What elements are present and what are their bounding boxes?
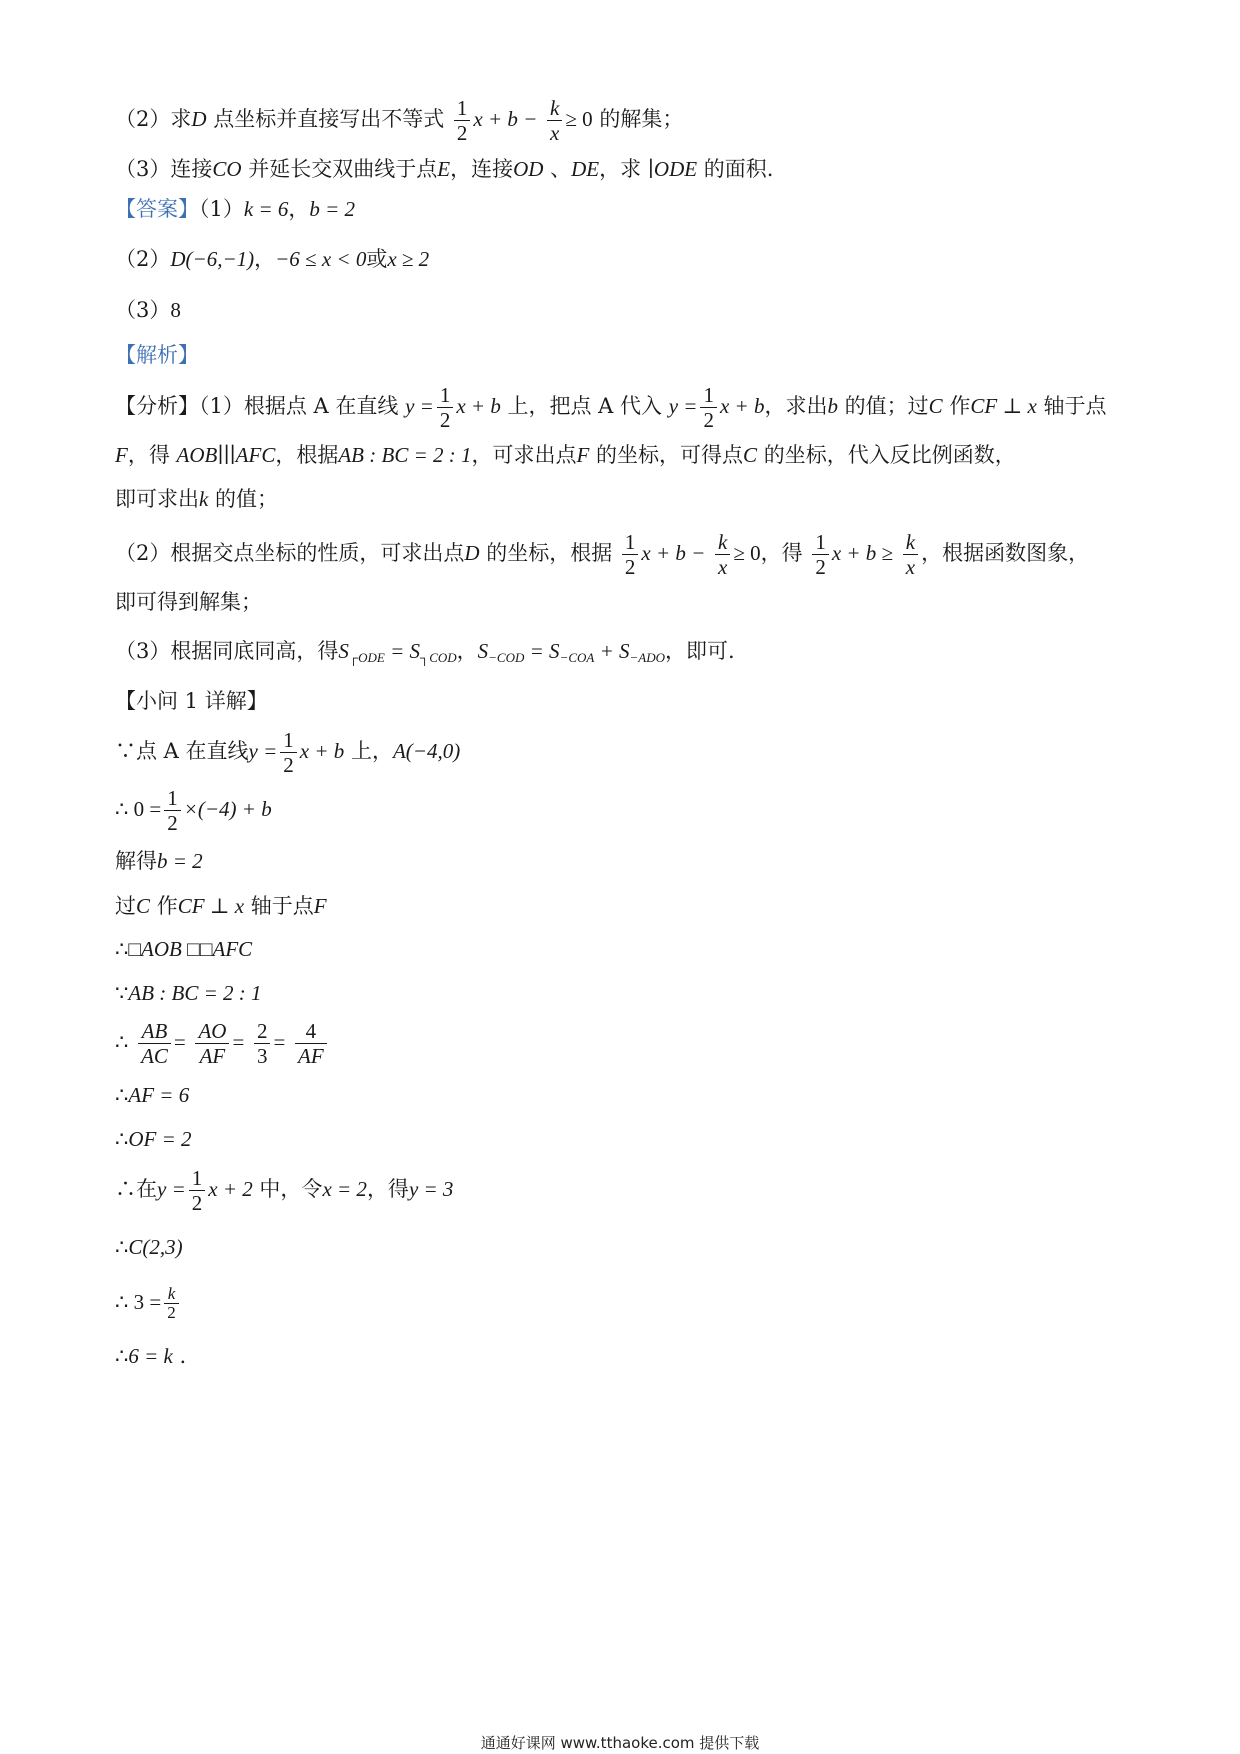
detail-step-10: ∴在y = $\frac{1}{2}$ x + 2 中，令x = 2，得y = 3 xyxy=(115,1166,454,1215)
fraction: $\frac{k}{x}$ xyxy=(715,530,730,579)
fraction: $\frac{1}{2}$ xyxy=(189,1166,206,1215)
detail-step-12: ∴ 3 = $\frac{k}{2}$ xyxy=(115,1282,1140,1322)
fenxi-para-3: （3）根据同底同高，得$S_{┌ODE} = S_{┐COD}$，$S_{-COD} = S_{-COA} + S_{-ADO}$，即可. xyxy=(115,639,735,665)
detail-step-3: 解得b = 2 xyxy=(115,849,203,873)
fraction: $\frac{1}{2}$ xyxy=(622,530,639,579)
answer-tag: 【答案】 xyxy=(115,197,199,221)
answer-line-1: 【答案】（1）k = 6，b = 2 xyxy=(115,197,356,221)
fraction: $\frac{4}{AF}$ xyxy=(295,1019,327,1068)
detail-step-2: ∴ 0 = $\frac{1}{2}$ ×(−4) + b xyxy=(115,786,272,835)
fraction: $\frac{AB}{AC}$ xyxy=(138,1019,171,1068)
fenxi-line-3: 即可求出k 的值； xyxy=(115,487,279,511)
detail-tag: 【小问 1 详解】 xyxy=(115,689,268,713)
detail-step-5: ∴□AOB □□AFC xyxy=(115,937,253,961)
answer-line-2: （2）D(−6,−1)，−6 ≤ x < 0或x ≥ 2 xyxy=(115,247,430,271)
fenxi-line-1: 【分析】（1）根据点 A 在直线 y = $\frac{1}{2}$ x + b 上，把点 A 代入 y = $\frac{1}{2}$ x + b，求出b 的值；过C 作CF ⊥ x 轴于点 xyxy=(115,383,1107,432)
fraction: $\frac{1}{2}$ xyxy=(454,96,471,145)
fenxi-para-2: （2）根据交点坐标的性质，可求出点D 的坐标，根据 $\frac{1}{2}$ x + b − $\frac{k}{x}$ ≥ 0，得 $\frac{1}{2}$ x + b ≥ $\frac{k}{x}$ ，根据函数图象， xyxy=(115,530,1090,579)
analysis-tag: 【解析】 xyxy=(115,343,199,367)
fraction: $\frac{k}{x}$ xyxy=(547,96,562,145)
fraction: $\frac{1}{2}$ xyxy=(280,728,297,777)
fraction: $\frac{1}{2}$ xyxy=(812,530,829,579)
answer-line-3: （3）8 xyxy=(115,298,181,322)
fraction: $\frac{AO}{AF}$ xyxy=(195,1019,229,1068)
detail-step-11: ∴C(2,3) xyxy=(115,1235,183,1259)
fraction: $\frac{1}{2}$ xyxy=(437,383,454,432)
fenxi-para-2-line-2: 即可得到解集； xyxy=(115,590,262,614)
detail-step-13: ∴6 = k . xyxy=(115,1344,187,1368)
fraction: $\frac{k}{2}$ xyxy=(164,1285,179,1322)
detail-step-7: ∴ $\frac{AB}{AC}$ = $\frac{AO}{AF}$ = $\frac{2}{3}$ = $\frac{4}{AF}$ xyxy=(115,1018,1140,1068)
fraction: $\frac{2}{3}$ xyxy=(254,1019,271,1068)
question-2: （2）求D 点坐标并直接写出不等式 $\frac{1}{2}$ x + b − $\frac{k}{x}$ ≥ 0 的解集； xyxy=(115,96,684,145)
fraction: $\frac{k}{x}$ xyxy=(903,530,918,579)
fraction: $\frac{1}{2}$ xyxy=(700,383,717,432)
fenxi-line-2: F，得 AOB∣∣∣AFC，根据AB : BC = 2 : 1，可求出点F 的坐标，可得点C 的坐标，代入反比例函数， xyxy=(115,443,1016,467)
question-3: （3）连接CO 并延长交双曲线于点E，连接OD 、DE，求 ∣ODE 的面积. xyxy=(115,157,774,181)
detail-step-6: ∵AB : BC = 2 : 1 xyxy=(115,981,262,1005)
detail-step-8: ∴AF = 6 xyxy=(115,1083,190,1107)
page-footer: 通通好课网 www.tthaoke.com 提供下载 xyxy=(480,1734,760,1752)
detail-step-4: 过C 作CF ⊥ x 轴于点F xyxy=(115,894,327,918)
detail-step-9: ∴OF = 2 xyxy=(115,1127,192,1151)
detail-step-1: ∵点 A 在直线y = $\frac{1}{2}$ x + b 上，A(−4,0) xyxy=(115,728,461,777)
fraction: $\frac{1}{2}$ xyxy=(164,786,181,835)
